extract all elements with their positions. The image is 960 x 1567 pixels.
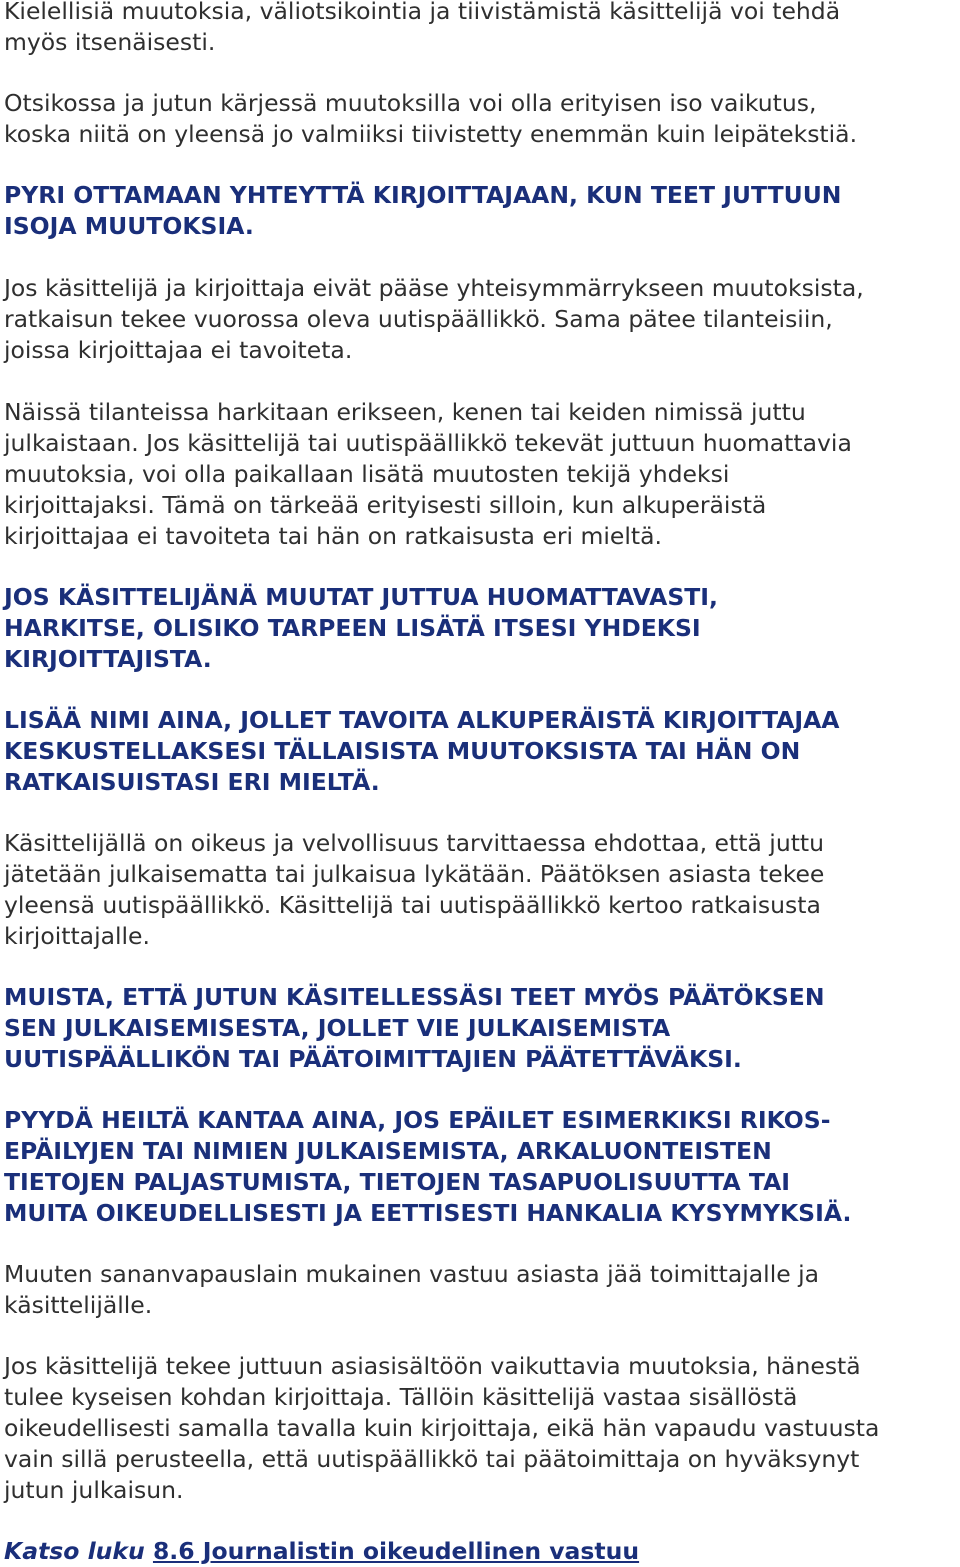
- text-line: MUITA OIKEUDELLISESTI JA EETTISESTI HANKALIA KYSYMYKSIÄ.: [4, 1199, 852, 1227]
- emphasis-paragraph: [4, 982, 960, 1075]
- reference-prefix: Katso luku: [4, 1537, 153, 1565]
- emphasis-paragraph: [4, 1105, 960, 1229]
- text-line: vain sillä perusteella, että uutispäällikkö tai päätoimittaja on hyväksynyt: [4, 1445, 860, 1473]
- text-line: Muuten sananvapauslain mukainen vastuu asiasta jää toimittajalle ja: [4, 1260, 820, 1288]
- chapter-reference: [4, 1536, 960, 1567]
- text-line: muutoksia, voi olla paikallaan lisätä muutosten tekijä yhdeksi: [4, 460, 730, 488]
- text-line: Jos käsittelijä ja kirjoittaja eivät pääse yhteisymmärrykseen muutoksista,: [4, 274, 864, 302]
- text-line: koska niitä on yleensä jo valmiiksi tiivistetty enemmän kuin leipätekstiä.: [4, 120, 858, 148]
- text-line: kirjoittajaksi. Tämä on tärkeää erityisesti silloin, kun alkuperäistä: [4, 491, 767, 519]
- text-line: jätetään julkaisematta tai julkaisua lykätään. Päätöksen asiasta tekee: [4, 860, 825, 888]
- text-line: KESKUSTELLAKSESI TÄLLAISISTA MUUTOKSISTA TAI HÄN ON: [4, 737, 801, 765]
- text-line: käsittelijälle.: [4, 1291, 153, 1319]
- text-line: Käsittelijällä on oikeus ja velvollisuus tarvittaessa ehdottaa, että juttu: [4, 829, 825, 857]
- paragraph: [4, 1259, 960, 1321]
- emphasis-paragraph: [4, 180, 960, 242]
- text-line: SEN JULKAISEMISESTA, JOLLET VIE JULKAISEMISTA: [4, 1014, 671, 1042]
- text-line: Otsikossa ja jutun kärjessä muutoksilla voi olla erityisen iso vaikutus,: [4, 89, 817, 117]
- text-line: myös itsenäisesti.: [4, 28, 216, 56]
- text-line: joissa kirjoittajaa ei tavoiteta.: [4, 336, 353, 364]
- text-line: oikeudellisesti samalla tavalla kuin kirjoittaja, eikä hän vapaudu vastuusta: [4, 1414, 880, 1442]
- text-line: jutun julkaisun.: [4, 1476, 184, 1504]
- paragraph: [4, 273, 960, 366]
- text-line: julkaistaan. Jos käsittelijä tai uutispäällikkö tekevät juttuun huomattavia: [4, 429, 852, 457]
- text-line: PYYDÄ HEILTÄ KANTAA AINA, JOS EPÄILET ESIMERKIKSI RIKOS-: [4, 1106, 831, 1134]
- text-line: LISÄÄ NIMI AINA, JOLLET TAVOITA ALKUPERÄISTÄ KIRJOITTAJAA: [4, 706, 840, 734]
- text-line: kirjoittajaa ei tavoiteta tai hän on ratkaisusta eri mieltä.: [4, 522, 662, 550]
- text-line: Kielellisiä muutoksia, väliotsikointia ja tiivistämistä käsittelijä voi tehdä: [4, 0, 841, 25]
- emphasis-paragraph: [4, 705, 960, 798]
- text-line: Jos käsittelijä tekee juttuun asiasisältöön vaikuttavia muutoksia, hänestä: [4, 1352, 861, 1380]
- text-line: yleensä uutispäällikkö. Käsittelijä tai uutispäällikkö kertoo ratkaisusta: [4, 891, 821, 919]
- paragraph: [4, 0, 960, 58]
- text-line: KIRJOITTAJISTA.: [4, 645, 212, 673]
- text-line: ISOJA MUUTOKSIA.: [4, 212, 254, 240]
- text-line: TIETOJEN PALJASTUMISTA, TIETOJEN TASAPUOLISUUTTA TAI: [4, 1168, 791, 1196]
- text-line: JOS KÄSITTELIJÄNÄ MUUTAT JUTTUA HUOMATTAVASTI,: [4, 583, 718, 611]
- paragraph: [4, 88, 960, 150]
- text-line: RATKAISUISTASI ERI MIELTÄ.: [4, 768, 380, 796]
- text-line: kirjoittajalle.: [4, 922, 150, 950]
- text-line: HARKITSE, OLISIKO TARPEEN LISÄTÄ ITSESI YHDEKSI: [4, 614, 701, 642]
- text-line: Näissä tilanteissa harkitaan erikseen, kenen tai keiden nimissä juttu: [4, 398, 806, 426]
- paragraph: [4, 828, 960, 952]
- text-line: ratkaisun tekee vuorossa oleva uutispäällikkö. Sama pätee tilanteisiin,: [4, 305, 833, 333]
- text-line: PYRI OTTAMAAN YHTEYTTÄ KIRJOITTAJAAN, KUN TEET JUTTUUN: [4, 181, 842, 209]
- text-line: UUTISPÄÄLLIKÖN TAI PÄÄTOIMITTAJIEN PÄÄTETTÄVÄKSI.: [4, 1045, 742, 1073]
- emphasis-paragraph: [4, 582, 960, 675]
- text-line: MUISTA, ETTÄ JUTUN KÄSITELLESSÄSI TEET MYÖS PÄÄTÖKSEN: [4, 983, 825, 1011]
- text-line: tulee kyseisen kohdan kirjoittaja. Tällöin käsittelijä vastaa sisällöstä: [4, 1383, 798, 1411]
- chapter-link[interactable]: 8.6 Journalistin oikeudellinen vastuu: [152, 1537, 640, 1565]
- paragraph: [4, 1351, 960, 1506]
- text-line: EPÄILYJEN TAI NIMIEN JULKAISEMISTA, ARKALUONTEISTEN: [4, 1137, 772, 1165]
- paragraph: [4, 397, 960, 552]
